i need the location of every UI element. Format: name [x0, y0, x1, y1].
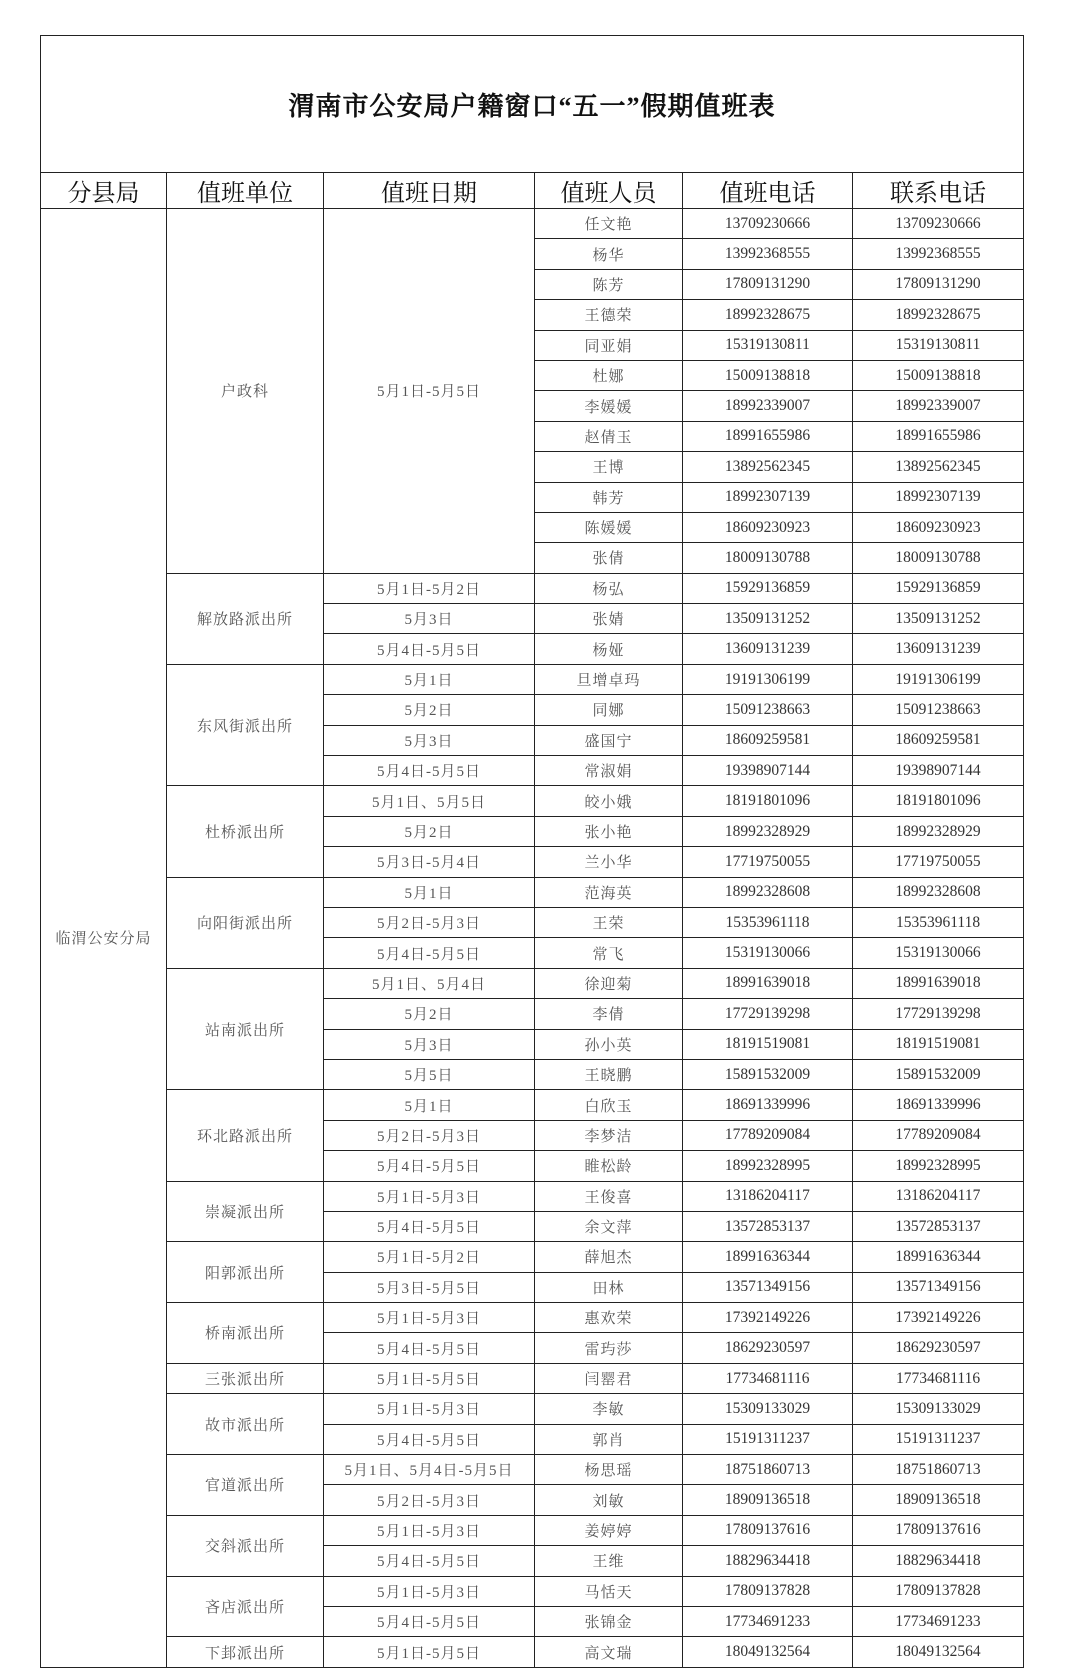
unit-cell: 东风街派出所: [167, 664, 324, 786]
header-contact-phone: 联系电话: [853, 173, 1024, 209]
date-cell: 5月4日-5月5日: [324, 756, 535, 786]
duty-phone: 18992339007: [683, 391, 853, 421]
table-row: [41, 573, 1024, 603]
table-body: [41, 209, 1024, 1668]
table-row: [41, 1090, 1024, 1120]
duty-phone: 18629230597: [683, 1333, 853, 1363]
duty-phone: 18992328675: [683, 300, 853, 330]
staff-name: 张小艳: [535, 816, 683, 846]
date-cell: 5月2日-5月3日: [324, 1485, 535, 1515]
staff-name: 常淑娟: [535, 756, 683, 786]
unit-cell: 下邽派出所: [167, 1637, 324, 1667]
duty-phone: 18991655986: [683, 421, 853, 451]
staff-name: 刘敏: [535, 1485, 683, 1515]
date-cell: 5月1日-5月5日: [324, 1637, 535, 1667]
staff-name: 李梦洁: [535, 1120, 683, 1150]
staff-name: 孙小英: [535, 1029, 683, 1059]
duty-phone: 17719750055: [683, 847, 853, 877]
duty-roster-table: [40, 35, 1024, 1668]
contact-phone: 18992328995: [853, 1151, 1024, 1181]
contact-phone: 13892562345: [853, 452, 1024, 482]
header-branch: 分县局: [41, 173, 167, 209]
staff-name: 王维: [535, 1546, 683, 1576]
duty-phone: 15891532009: [683, 1059, 853, 1089]
duty-phone: 18609259581: [683, 725, 853, 755]
contact-phone: 17734691233: [853, 1606, 1024, 1636]
date-cell: 5月1日-5月3日: [324, 1303, 535, 1333]
contact-phone: 15091238663: [853, 695, 1024, 725]
table-row: [41, 1515, 1024, 1545]
table-row: [41, 664, 1024, 694]
contact-phone: 17789209084: [853, 1120, 1024, 1150]
duty-phone: 15353961118: [683, 907, 853, 937]
date-cell: 5月1日-5月5日: [324, 209, 535, 574]
contact-phone: 15929136859: [853, 573, 1024, 603]
header-row: [41, 173, 1024, 209]
staff-name: 王德荣: [535, 300, 683, 330]
date-cell: 5月1日: [324, 1090, 535, 1120]
duty-phone: 18829634418: [683, 1546, 853, 1576]
staff-name: 雷玙莎: [535, 1333, 683, 1363]
table-row: [41, 1455, 1024, 1485]
duty-phone: 13609131239: [683, 634, 853, 664]
header-unit: 值班单位: [167, 173, 324, 209]
date-cell: 5月3日: [324, 1029, 535, 1059]
contact-phone: 18992328675: [853, 300, 1024, 330]
contact-phone: 17809137616: [853, 1515, 1024, 1545]
contact-phone: 15891532009: [853, 1059, 1024, 1089]
staff-name: 李敏: [535, 1394, 683, 1424]
duty-phone: 18991639018: [683, 968, 853, 998]
date-cell: 5月4日-5月5日: [324, 938, 535, 968]
staff-name: 王晓鹏: [535, 1059, 683, 1089]
contact-phone: 18991655986: [853, 421, 1024, 451]
staff-name: 韩芳: [535, 482, 683, 512]
unit-cell: 阳郭派出所: [167, 1242, 324, 1303]
duty-phone: 17809137828: [683, 1576, 853, 1606]
duty-phone: 18909136518: [683, 1485, 853, 1515]
contact-phone: 17734681116: [853, 1363, 1024, 1393]
duty-phone: 18191801096: [683, 786, 853, 816]
staff-name: 张倩: [535, 543, 683, 573]
contact-phone: 18009130788: [853, 543, 1024, 573]
unit-cell: 向阳街派出所: [167, 877, 324, 968]
staff-name: 薛旭杰: [535, 1242, 683, 1272]
staff-name: 张婧: [535, 604, 683, 634]
staff-name: 盛国宁: [535, 725, 683, 755]
date-cell: 5月2日-5月3日: [324, 907, 535, 937]
staff-name: 陈芳: [535, 269, 683, 299]
staff-name: 旦增卓玛: [535, 664, 683, 694]
contact-phone: 15319130066: [853, 938, 1024, 968]
contact-phone: 18992339007: [853, 391, 1024, 421]
staff-name: 余文萍: [535, 1211, 683, 1241]
contact-phone: 19191306199: [853, 664, 1024, 694]
duty-phone: 15009138818: [683, 360, 853, 390]
contact-phone: 18691339996: [853, 1090, 1024, 1120]
date-cell: 5月1日、5月5日: [324, 786, 535, 816]
staff-name: 郭肖: [535, 1424, 683, 1454]
staff-name: 杨弘: [535, 573, 683, 603]
staff-name: 任文艳: [535, 209, 683, 239]
duty-phone: 18992307139: [683, 482, 853, 512]
header-staff: 值班人员: [535, 173, 683, 209]
contact-phone: 18629230597: [853, 1333, 1024, 1363]
staff-name: 惠欢荣: [535, 1303, 683, 1333]
date-cell: 5月2日: [324, 816, 535, 846]
date-cell: 5月1日-5月3日: [324, 1181, 535, 1211]
date-cell: 5月2日-5月3日: [324, 1120, 535, 1150]
contact-phone: 17729139298: [853, 999, 1024, 1029]
duty-phone: 17734681116: [683, 1363, 853, 1393]
header-date: 值班日期: [324, 173, 535, 209]
contact-phone: 15353961118: [853, 907, 1024, 937]
table-row: [41, 1637, 1024, 1667]
staff-name: 王荣: [535, 907, 683, 937]
contact-phone: 17809131290: [853, 269, 1024, 299]
duty-phone: 18691339996: [683, 1090, 853, 1120]
contact-phone: 18991636344: [853, 1242, 1024, 1272]
staff-name: 陈媛媛: [535, 512, 683, 542]
date-cell: 5月1日: [324, 877, 535, 907]
staff-name: 杜娜: [535, 360, 683, 390]
contact-phone: 18992328929: [853, 816, 1024, 846]
date-cell: 5月1日、5月4日: [324, 968, 535, 998]
duty-phone: 18992328995: [683, 1151, 853, 1181]
staff-name: 徐迎菊: [535, 968, 683, 998]
table-row: [41, 968, 1024, 998]
duty-phone: 13572853137: [683, 1211, 853, 1241]
duty-phone: 15929136859: [683, 573, 853, 603]
date-cell: 5月4日-5月5日: [324, 1424, 535, 1454]
unit-cell: 桥南派出所: [167, 1303, 324, 1364]
date-cell: 5月4日-5月5日: [324, 1333, 535, 1363]
table-row: [41, 1576, 1024, 1606]
contact-phone: 13186204117: [853, 1181, 1024, 1211]
duty-phone: 17809137616: [683, 1515, 853, 1545]
duty-phone: 13892562345: [683, 452, 853, 482]
contact-phone: 13572853137: [853, 1211, 1024, 1241]
staff-name: 王俊喜: [535, 1181, 683, 1211]
duty-phone: 18049132564: [683, 1637, 853, 1667]
date-cell: 5月2日: [324, 999, 535, 1029]
date-cell: 5月2日: [324, 695, 535, 725]
duty-phone: 15309133029: [683, 1394, 853, 1424]
duty-phone: 13186204117: [683, 1181, 853, 1211]
duty-phone: 13992368555: [683, 239, 853, 269]
staff-name: 常飞: [535, 938, 683, 968]
duty-phone: 18009130788: [683, 543, 853, 573]
duty-phone: 15191311237: [683, 1424, 853, 1454]
contact-phone: 18829634418: [853, 1546, 1024, 1576]
table-row: [41, 209, 1024, 239]
date-cell: 5月1日-5月3日: [324, 1576, 535, 1606]
date-cell: 5月4日-5月5日: [324, 1151, 535, 1181]
contact-phone: 13571349156: [853, 1272, 1024, 1302]
staff-name: 杨思瑶: [535, 1455, 683, 1485]
staff-name: 兰小华: [535, 847, 683, 877]
date-cell: 5月3日: [324, 604, 535, 634]
unit-cell: 环北路派出所: [167, 1090, 324, 1181]
unit-cell: 崇凝派出所: [167, 1181, 324, 1242]
unit-cell: 三张派出所: [167, 1363, 324, 1393]
contact-phone: 18191801096: [853, 786, 1024, 816]
contact-phone: 15309133029: [853, 1394, 1024, 1424]
contact-phone: 18992328608: [853, 877, 1024, 907]
date-cell: 5月1日-5月2日: [324, 1242, 535, 1272]
unit-cell: 杜桥派出所: [167, 786, 324, 877]
unit-cell: 交斜派出所: [167, 1515, 324, 1576]
contact-phone: 18991639018: [853, 968, 1024, 998]
staff-name: 睢松龄: [535, 1151, 683, 1181]
table-row: [41, 877, 1024, 907]
date-cell: 5月3日-5月5日: [324, 1272, 535, 1302]
staff-name: 同亚娟: [535, 330, 683, 360]
contact-phone: 18049132564: [853, 1637, 1024, 1667]
contact-phone: 18609230923: [853, 512, 1024, 542]
duty-phone: 17734691233: [683, 1606, 853, 1636]
unit-cell: 户政科: [167, 209, 324, 574]
staff-name: 高文瑞: [535, 1637, 683, 1667]
contact-phone: 18609259581: [853, 725, 1024, 755]
duty-phone: 13571349156: [683, 1272, 853, 1302]
header-duty-phone: 值班电话: [683, 173, 853, 209]
staff-name: 范海英: [535, 877, 683, 907]
table-row: [41, 1303, 1024, 1333]
table-row: [41, 1181, 1024, 1211]
table-row: [41, 786, 1024, 816]
staff-name: 马恬天: [535, 1576, 683, 1606]
table-row: [41, 1363, 1024, 1393]
date-cell: 5月1日: [324, 664, 535, 694]
unit-cell: 站南派出所: [167, 968, 324, 1090]
staff-name: 王博: [535, 452, 683, 482]
staff-name: 赵倩玉: [535, 421, 683, 451]
duty-phone: 15319130811: [683, 330, 853, 360]
contact-phone: 17392149226: [853, 1303, 1024, 1333]
duty-phone: 18992328929: [683, 816, 853, 846]
contact-phone: 15191311237: [853, 1424, 1024, 1454]
duty-phone: 18609230923: [683, 512, 853, 542]
date-cell: 5月4日-5月5日: [324, 1606, 535, 1636]
unit-cell: 官道派出所: [167, 1455, 324, 1516]
duty-phone: 13709230666: [683, 209, 853, 239]
date-cell: 5月1日-5月2日: [324, 573, 535, 603]
staff-name: 李媛媛: [535, 391, 683, 421]
duty-phone: 19398907144: [683, 756, 853, 786]
staff-name: 姜婷婷: [535, 1515, 683, 1545]
duty-phone: 19191306199: [683, 664, 853, 694]
branch-cell: 临渭公安分局: [41, 209, 167, 1668]
table-row: [41, 1394, 1024, 1424]
contact-phone: 18992307139: [853, 482, 1024, 512]
contact-phone: 13509131252: [853, 604, 1024, 634]
duty-phone: 17729139298: [683, 999, 853, 1029]
contact-phone: 18191519081: [853, 1029, 1024, 1059]
contact-phone: 13709230666: [853, 209, 1024, 239]
date-cell: 5月1日-5月3日: [324, 1394, 535, 1424]
date-cell: 5月4日-5月5日: [324, 1211, 535, 1241]
duty-phone: 17392149226: [683, 1303, 853, 1333]
contact-phone: 17809137828: [853, 1576, 1024, 1606]
contact-phone: 17719750055: [853, 847, 1024, 877]
staff-name: 皎小娥: [535, 786, 683, 816]
staff-name: 杨华: [535, 239, 683, 269]
duty-phone: 15091238663: [683, 695, 853, 725]
contact-phone: 15319130811: [853, 330, 1024, 360]
date-cell: 5月4日-5月5日: [324, 634, 535, 664]
contact-phone: 18909136518: [853, 1485, 1024, 1515]
duty-phone: 17789209084: [683, 1120, 853, 1150]
date-cell: 5月5日: [324, 1059, 535, 1089]
staff-name: 白欣玉: [535, 1090, 683, 1120]
date-cell: 5月3日: [324, 725, 535, 755]
duty-phone: 15319130066: [683, 938, 853, 968]
staff-name: 张锦金: [535, 1606, 683, 1636]
date-cell: 5月1日-5月3日: [324, 1515, 535, 1545]
unit-cell: 解放路派出所: [167, 573, 324, 664]
date-cell: 5月1日-5月5日: [324, 1363, 535, 1393]
duty-phone: 18191519081: [683, 1029, 853, 1059]
unit-cell: 吝店派出所: [167, 1576, 324, 1637]
duty-phone: 18992328608: [683, 877, 853, 907]
duty-phone: 18991636344: [683, 1242, 853, 1272]
staff-name: 田林: [535, 1272, 683, 1302]
date-cell: 5月1日、5月4日-5月5日: [324, 1455, 535, 1485]
duty-phone: 13509131252: [683, 604, 853, 634]
date-cell: 5月3日-5月4日: [324, 847, 535, 877]
contact-phone: 19398907144: [853, 756, 1024, 786]
page-title: 渭南市公安局户籍窗口“五一”假期值班表: [41, 36, 1024, 173]
contact-phone: 13609131239: [853, 634, 1024, 664]
table-row: [41, 1242, 1024, 1272]
duty-phone: 18751860713: [683, 1455, 853, 1485]
staff-name: 李倩: [535, 999, 683, 1029]
date-cell: 5月4日-5月5日: [324, 1546, 535, 1576]
contact-phone: 15009138818: [853, 360, 1024, 390]
staff-name: 杨娅: [535, 634, 683, 664]
contact-phone: 18751860713: [853, 1455, 1024, 1485]
staff-name: 同娜: [535, 695, 683, 725]
duty-phone: 17809131290: [683, 269, 853, 299]
contact-phone: 13992368555: [853, 239, 1024, 269]
staff-name: 闫罂君: [535, 1363, 683, 1393]
unit-cell: 故市派出所: [167, 1394, 324, 1455]
